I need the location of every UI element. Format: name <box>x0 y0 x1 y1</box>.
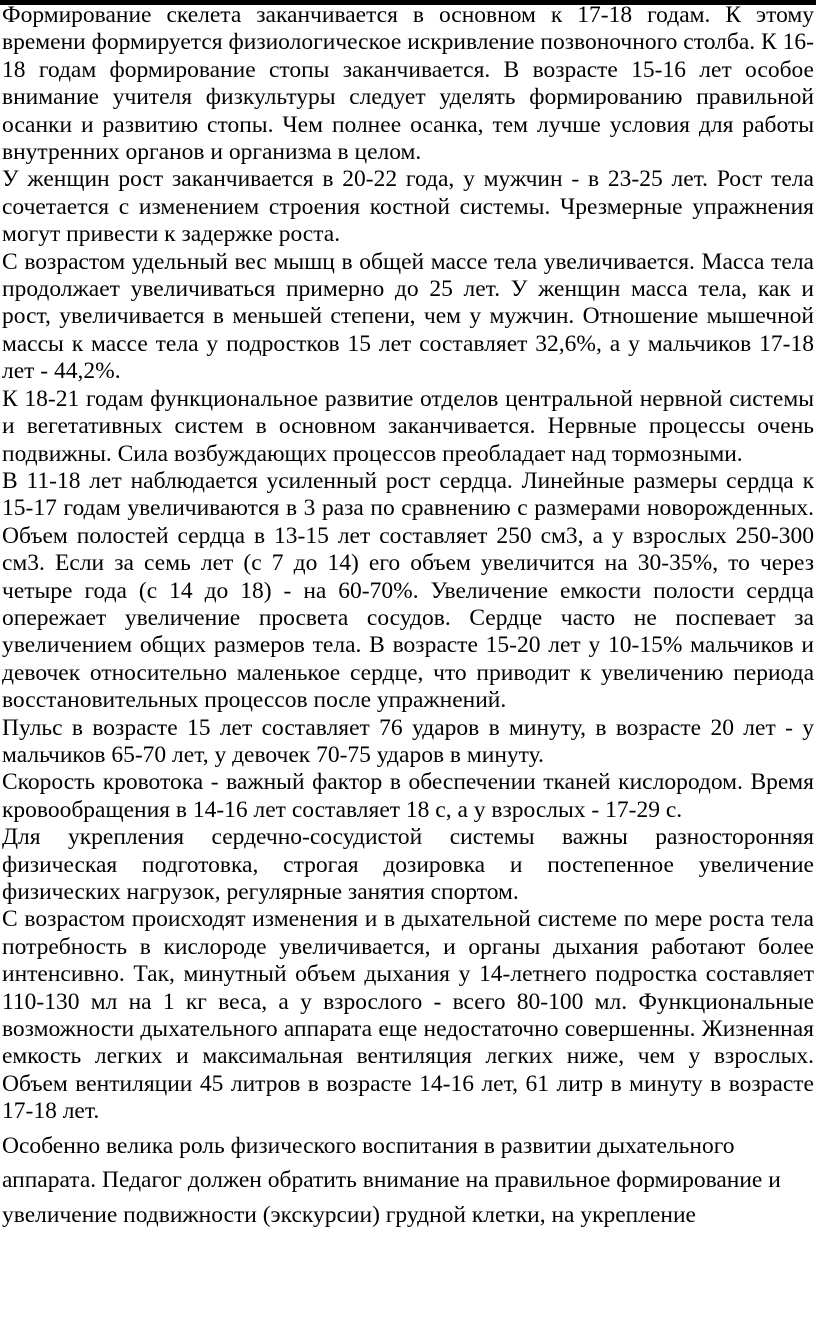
paragraph-physical-education: Особенно велика роль физического воспитания в развитии дыхательного аппарата. Педагог должен обратить внимание на правильное формирование и увеличение подвижности (экскурсии) грудной клетки, на укрепление <box>2 1132 781 1228</box>
paragraph-pulse: Пульс в возрасте 15 лет составляет 76 ударов в минуту, в возрасте 20 лет - у мальчиков 65-70 лет, у девочек 70-75 ударов в минуту. <box>2 714 814 768</box>
paragraph-growth: У женщин рост заканчивается в 20-22 года, у мужчин - в 23-25 лет. Рост тела сочетается с изменением строения костной системы. Чрезмерные упражнения могут привести к задержке роста. <box>2 166 814 248</box>
paragraph-muscle-mass: С возрастом удельный вес мышц в общей массе тела увеличивается. Масса тела продолжает увеличиваться примерно до 25 лет. У женщин масса тела, как и рост, увеличивается в меньшей степени, чем у мужчин. Отношение мышечной массы к массе тела у подростков 15 лет составляет 32,6%, а у мальчиков 17-18 лет - 44,2%. <box>2 248 814 385</box>
paragraph-heart-growth: В 11-18 лет наблюдается усиленный рост сердца. Линейные размеры сердца к 15-17 годам увеличиваются в 3 раза по сравнению с размерами новорожденных. Объем полостей сердца в 13-15 лет составляет 250 см3, а у взрослых 250-300 см3. Если за семь лет (с 7 до 14) его объем увеличится на 30-35%, то через четыре года (с 14 до 18) - на 60-70%. Увеличение емкости полости сердца опережает увеличение просвета сосудов. Сердце часто не поспевает за увеличением общих размеров тела. В возрасте 15-20 лет у 10-15% мальчиков и девочек относительно маленькое сердце, что приводит к увеличению периода восстановительных процессов после упражнений. <box>2 467 814 714</box>
paragraph-nervous-system: К 18-21 годам функциональное развитие отделов центральной нервной системы и вегетативных систем в основном заканчивается. Нервные процессы очень подвижны. Сила возбуждающих процессов преобладает над тормозными. <box>2 385 814 467</box>
document-page <box>2 2 814 1232</box>
paragraph-cardio-training: Для укрепления сердечно-сосудистой системы важны разносторонняя физическая подготовка, строгая дозировка и постепенное увеличение физических нагрузок, регулярные занятия спортом. <box>2 824 814 905</box>
paragraph-blood-flow: Скорость кровотока - важный фактор в обеспечении тканей кислородом. Время кровообращения в 14-16 лет составляет 18 с, а у взрослых - 17-29 с. <box>2 769 814 823</box>
paragraph-skeleton: Формирование скелета заканчивается в основном к 17-18 годам. К этому времени формируется физиологическое искривление позвоночного столба. К 16-18 годам формирование стопы заканчивается. В возрасте 15-16 лет особое внимание учителя физкультуры следует уделять формированию правильной осанки и развитию стопы. Чем полнее осанка, тем лучше условия для работы внутренних органов и организма в целом. <box>2 2 814 166</box>
paragraph-respiratory: С возрастом происходят изменения и в дыхательной системе по мере роста тела потребность в кислороде увеличивается, и органы дыхания работают более интенсивно. Так, минутный объем дыхания у 14-летнего подростка составляет 110-130 мл на 1 кг веса, а у взрослого - всего 80-100 мл. Функциональные возможности дыхательного аппарата еще недостаточно совершенны. Жизненная емкость легких и максимальная вентиляция легких ниже, чем у взрослых. Объем вентиляции 45 литров в возрасте 14-16 лет, 61 литр в минуту в возрасте 17-18 лет. <box>2 906 814 1125</box>
